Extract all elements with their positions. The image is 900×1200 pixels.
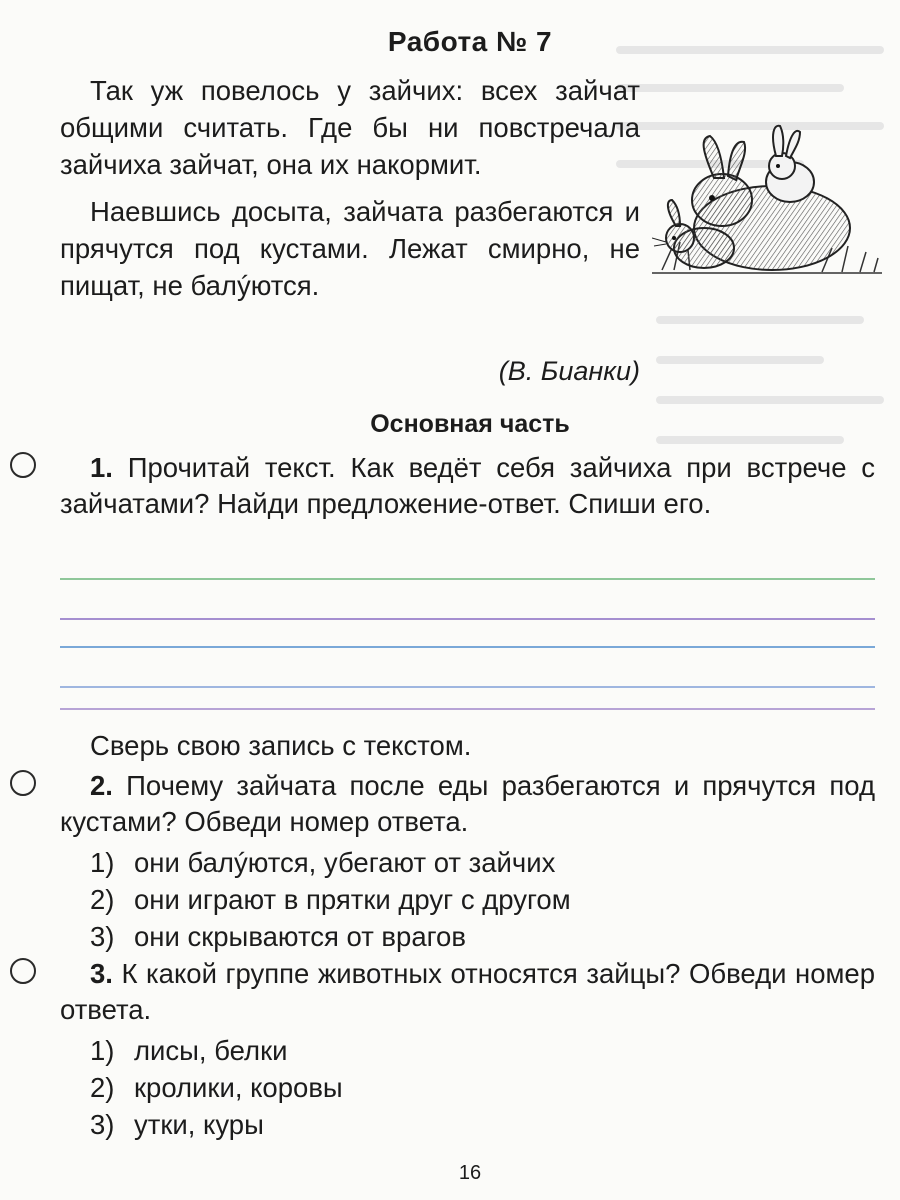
story-paragraph-2: Наевшись досыта, зайчата разбегаются и прячутся под кустами. Лежат смирно, не пищат, не балýются.	[60, 196, 640, 301]
answer-line-3[interactable]	[60, 646, 875, 648]
answer-line-2[interactable]	[60, 618, 875, 620]
task-3	[60, 956, 875, 1143]
task2-option-3[interactable]: 3) они скрываются от врагов	[90, 921, 466, 952]
big-rabbit-head	[692, 174, 752, 226]
task-1	[60, 450, 875, 522]
story-author: (В. Бианки)	[498, 356, 640, 386]
story-paragraph-1: Так уж повелось у зайчих: всех зайчат общими считать. Где бы ни повстречала зайчиха зайчат, она их накормит.	[60, 75, 640, 180]
story-text	[60, 72, 640, 314]
answer-line-5[interactable]	[60, 708, 875, 710]
answer-line-1[interactable]	[60, 578, 875, 580]
task2-options	[60, 844, 875, 955]
task2-marker-circle[interactable]	[10, 770, 36, 796]
task2-option-1[interactable]: 1) они балýются, убегают от зайчих	[90, 847, 556, 878]
page-title: Работа № 7	[387, 26, 553, 57]
task1-number: 1.	[90, 452, 113, 483]
task2-option-2[interactable]: 2) они играют в прятки друг с другом	[90, 884, 571, 915]
task2-number: 2.	[90, 770, 113, 801]
task3-option-2[interactable]: 2) кролики, коровы	[90, 1072, 343, 1103]
task1-answer-area[interactable]	[60, 570, 875, 720]
task1-question: Прочитай текст. Как ведёт себя зайчиха при встрече с зайчатами? Найди предложение-ответ. Спиши его.	[60, 452, 875, 519]
task3-marker-circle[interactable]	[10, 958, 36, 984]
rabbits-illustration	[652, 120, 882, 280]
task-2	[60, 768, 875, 955]
page-number: 16	[458, 1162, 482, 1184]
task3-option-3[interactable]: 3) утки, куры	[90, 1109, 264, 1140]
section-title: Основная часть	[370, 410, 570, 438]
task1-marker-circle[interactable]	[10, 452, 36, 478]
answer-line-4[interactable]	[60, 686, 875, 688]
task3-number: 3.	[90, 958, 113, 989]
task2-question: Почему зайчата после еды разбегаются и прячутся под кустами? Обведи номер ответа.	[60, 770, 875, 837]
task3-question: К какой группе животных относятся зайцы? Обведи номер ответа.	[60, 958, 875, 1025]
task3-option-1[interactable]: 1) лисы, белки	[90, 1035, 288, 1066]
task3-options	[60, 1032, 875, 1143]
task1-check-instruction: Сверь свою запись с текстом.	[90, 730, 472, 761]
